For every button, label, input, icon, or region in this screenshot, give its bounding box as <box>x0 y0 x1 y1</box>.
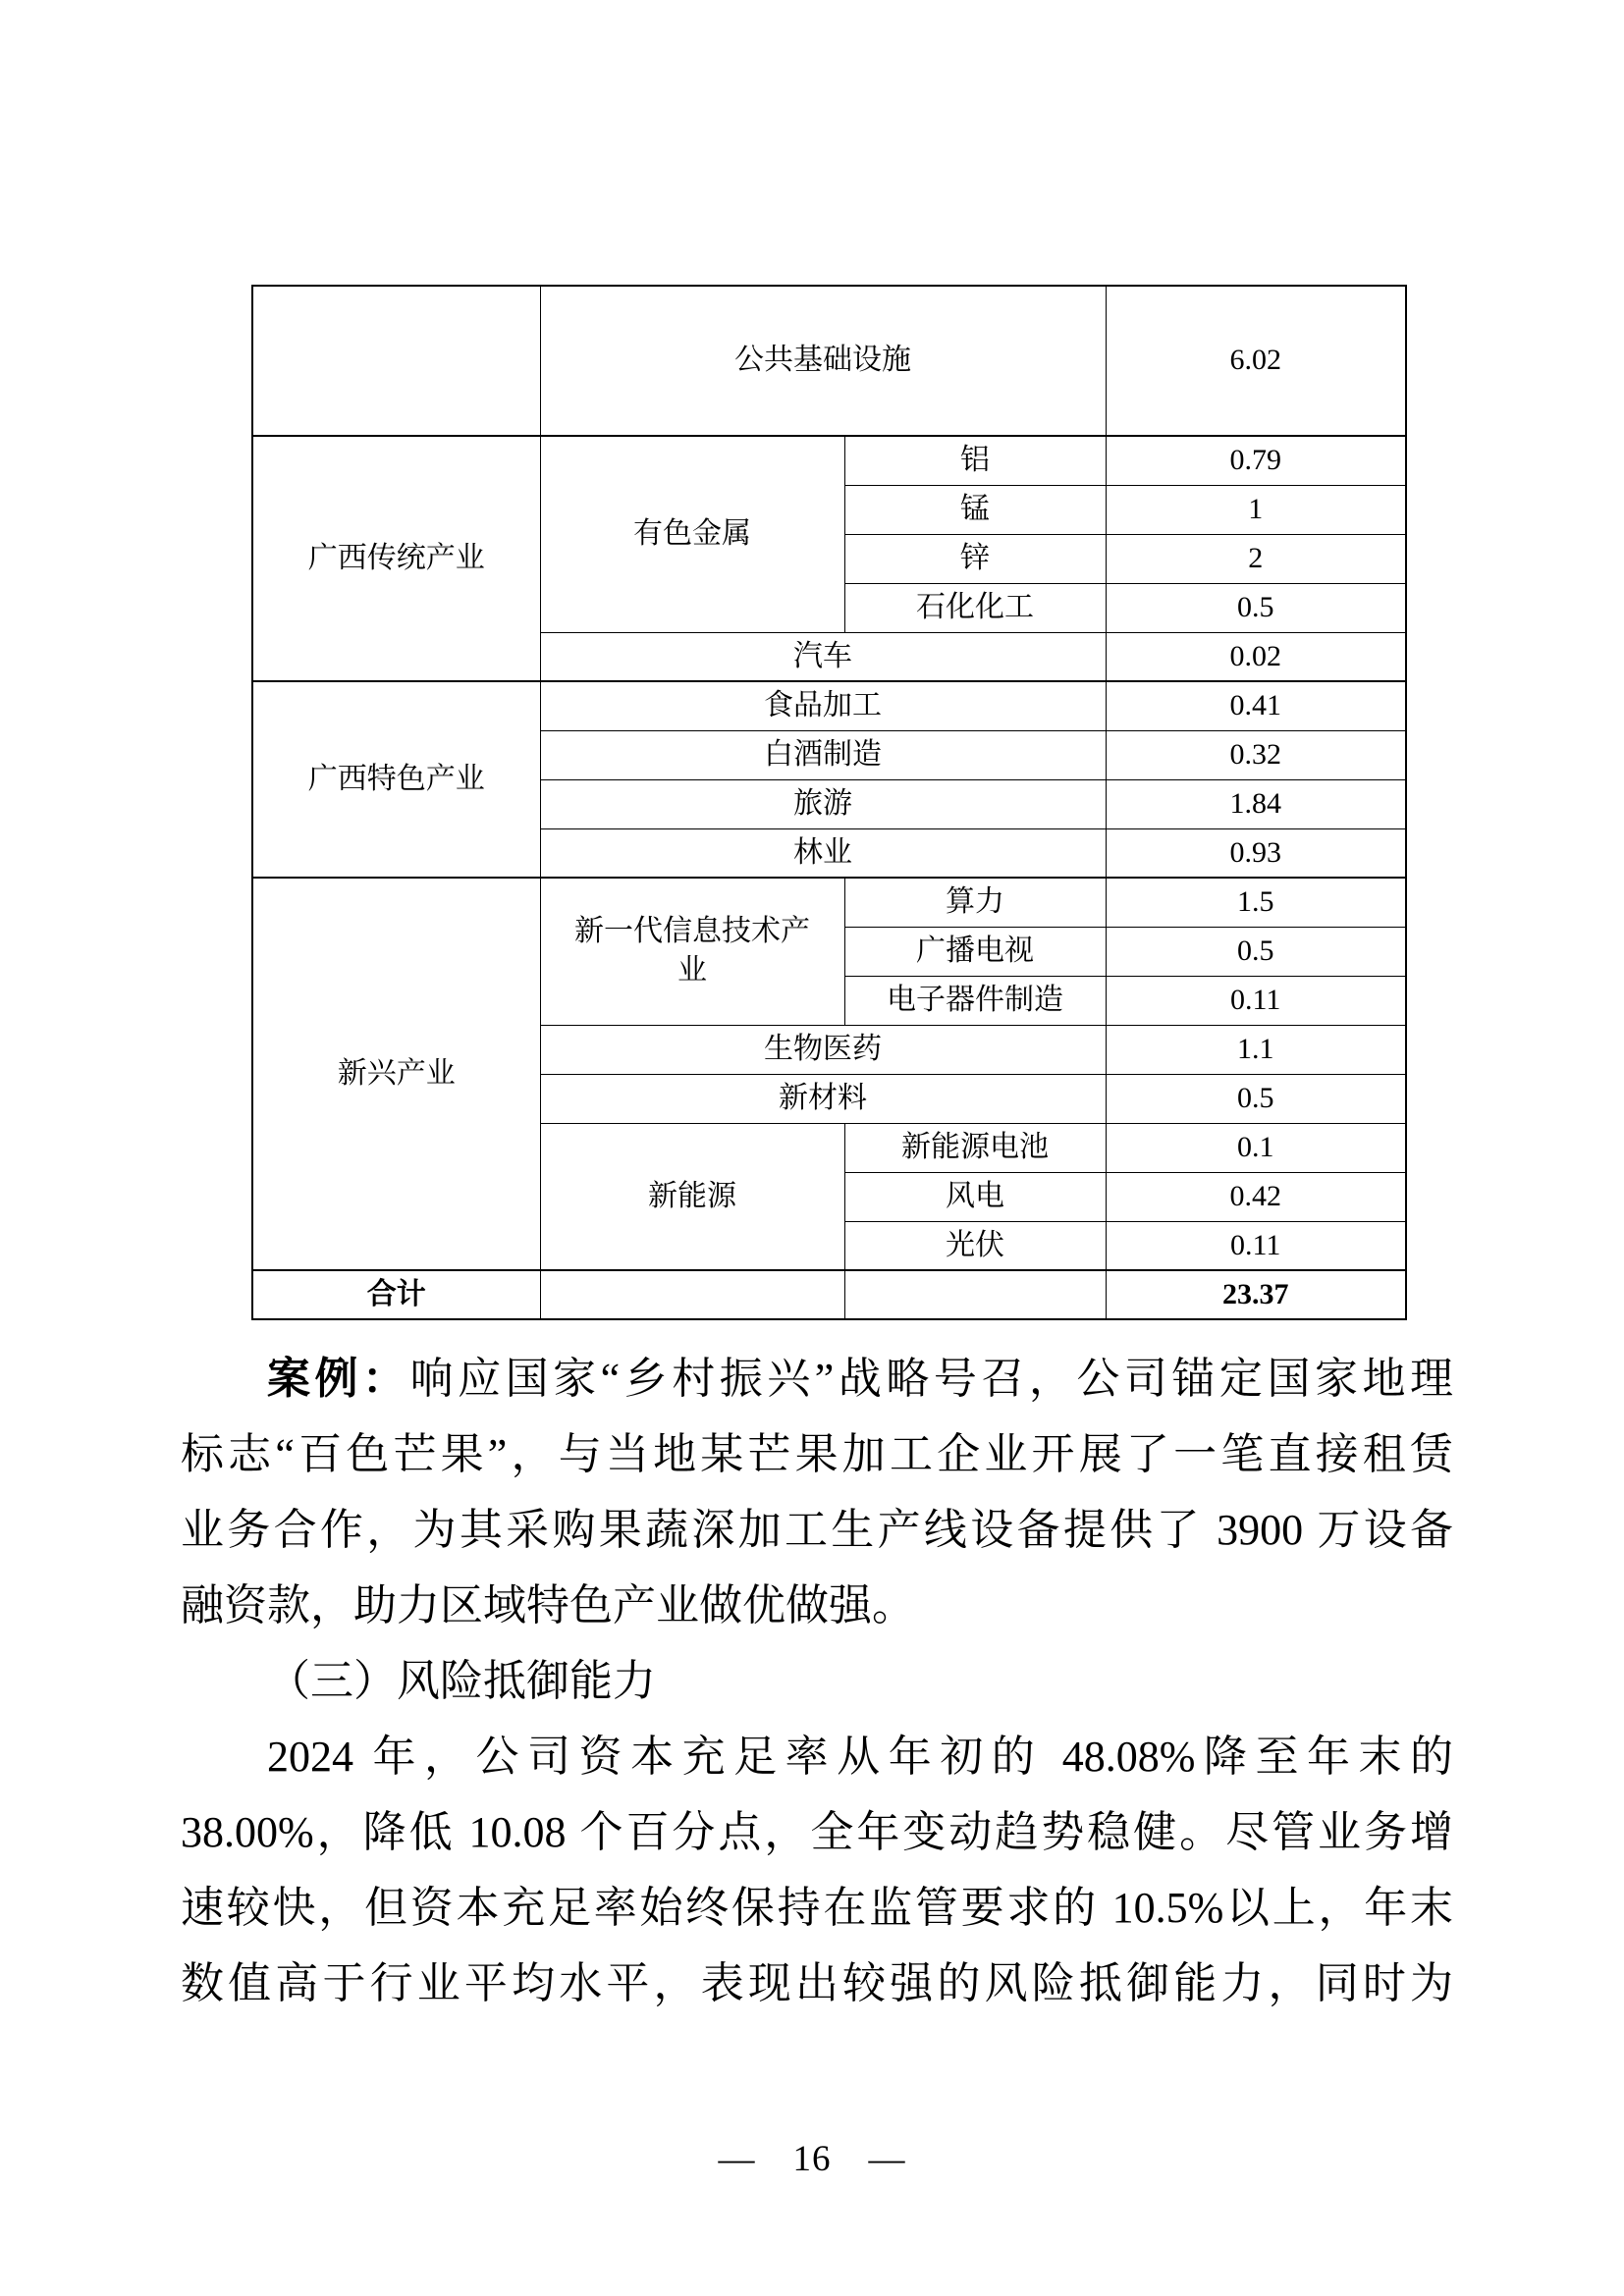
table-cell-value: 1.84 <box>1106 779 1406 828</box>
table-cell-section-emerging: 新兴产业 <box>252 878 540 1270</box>
table-cell-label: 旅游 <box>540 779 1106 828</box>
table-cell-value: 0.41 <box>1106 681 1406 730</box>
table-cell-label: 铝 <box>844 436 1106 485</box>
table-cell-value: 0.11 <box>1106 976 1406 1025</box>
paragraph-case-line-2: 标志“百色芒果”，与当地某芒果加工企业开展了一笔直接租赁 <box>181 1430 1453 1478</box>
section-heading-risk-resilience: （三）风险抵御能力 <box>267 1657 656 1705</box>
table-cell-label: 新材料 <box>540 1074 1106 1123</box>
table-cell-label: 石化化工 <box>844 583 1106 632</box>
case-line-1-text: 响应国家“乡村振兴”战略号召，公司锚定国家地理 <box>409 1355 1454 1403</box>
table-cell-label: 光伏 <box>844 1221 1106 1270</box>
paragraph-case-line-3: 业务合作，为其采购果蔬深加工生产线设备提供了 3900 万设备 <box>181 1506 1453 1554</box>
table-cell-value: 0.02 <box>1106 632 1406 681</box>
table-cell-section-traditional: 广西传统产业 <box>252 436 540 681</box>
table-cell-subgroup-new-energy: 新能源 <box>540 1123 844 1270</box>
table-cell-empty <box>844 1270 1106 1319</box>
table-cell-empty <box>540 1270 844 1319</box>
table-cell-value: 6.02 <box>1106 286 1406 436</box>
table-cell-label: 汽车 <box>540 632 1106 681</box>
table-cell-value: 0.93 <box>1106 828 1406 878</box>
table-cell-value: 0.32 <box>1106 730 1406 779</box>
page-number: — 16 — <box>718 2139 906 2179</box>
table-cell-value: 1.1 <box>1106 1025 1406 1074</box>
table-cell-section-characteristic: 广西特色产业 <box>252 681 540 878</box>
table-cell-label: 新能源电池 <box>844 1123 1106 1172</box>
table-cell-label: 公共基础设施 <box>540 286 1106 436</box>
table-cell-total-label: 合计 <box>252 1270 540 1319</box>
table-cell-category-empty <box>252 286 540 436</box>
paragraph-case-line-1 <box>181 1341 1453 1416</box>
body-text <box>181 1341 1453 2021</box>
table-cell-total-value: 23.37 <box>1106 1270 1406 1319</box>
case-label: 案例： <box>267 1355 410 1403</box>
table-cell-subgroup-nonferrous: 有色金属 <box>540 436 844 632</box>
table-cell-label: 广播电视 <box>844 927 1106 976</box>
table-cell-label: 锰 <box>844 485 1106 534</box>
table-cell-label: 生物医药 <box>540 1025 1106 1074</box>
table-cell-label: 算力 <box>844 878 1106 927</box>
table-cell-value: 0.11 <box>1106 1221 1406 1270</box>
table-cell-label: 电子器件制造 <box>844 976 1106 1025</box>
table-cell-label: 食品加工 <box>540 681 1106 730</box>
table-cell-value: 1 <box>1106 485 1406 534</box>
table-cell-value: 0.5 <box>1106 927 1406 976</box>
table-cell-label: 锌 <box>844 534 1106 583</box>
table-cell-subgroup-nextgen-it: 新一代信息技术产业 <box>540 878 844 1025</box>
table-cell-label: 林业 <box>540 828 1106 878</box>
table-cell-value: 1.5 <box>1106 878 1406 927</box>
paragraph-capital-line-1: 2024 年，公司资本充足率从年初的 48.08%降至年末的 <box>267 1733 1453 1781</box>
table-cell-value: 0.1 <box>1106 1123 1406 1172</box>
paragraph-case-line-4: 融资款，助力区域特色产业做优做强。 <box>181 1581 915 1629</box>
industry-investment-table <box>251 285 1407 1320</box>
table-cell-value: 0.79 <box>1106 436 1406 485</box>
paragraph-capital-line-2: 38.00%，降低 10.08 个百分点，全年变动趋势稳健。尽管业务增 <box>181 1808 1453 1856</box>
table-cell-label: 白酒制造 <box>540 730 1106 779</box>
paragraph-capital-line-3: 速较快，但资本充足率始终保持在监管要求的 10.5%以上，年末 <box>181 1884 1453 1932</box>
table-cell-label: 风电 <box>844 1172 1106 1221</box>
table-cell-value: 0.5 <box>1106 1074 1406 1123</box>
table-cell-value: 2 <box>1106 534 1406 583</box>
paragraph-capital-line-4: 数值高于行业平均水平，表现出较强的风险抵御能力，同时为 <box>181 1959 1453 2007</box>
table-cell-value: 0.42 <box>1106 1172 1406 1221</box>
table-cell-value: 0.5 <box>1106 583 1406 632</box>
